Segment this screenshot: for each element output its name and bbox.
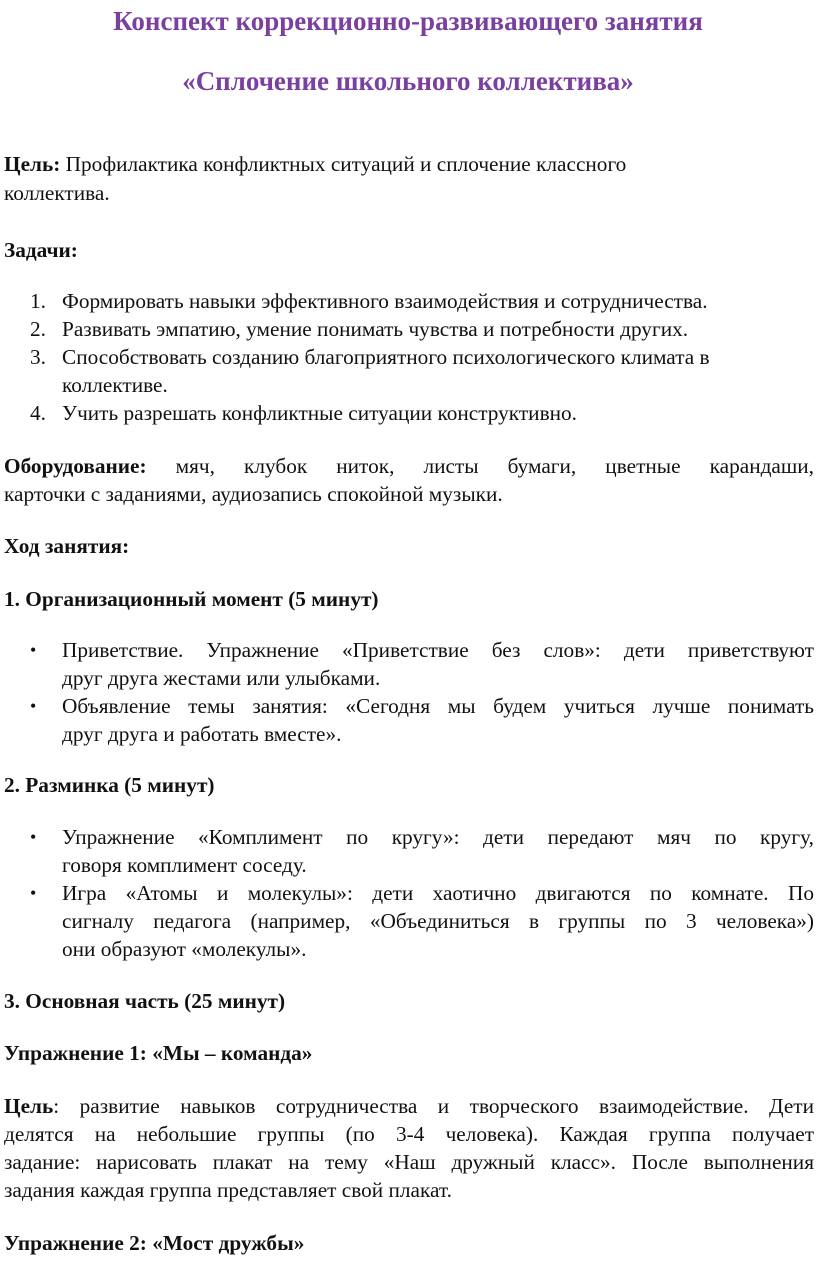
exercise-1-goal-label: Цель (4, 1094, 54, 1118)
goal-label: Цель: (4, 152, 61, 176)
section-2-item-continuation: они образуют «молекулы». (62, 937, 307, 961)
task-item-continuation: коллективе. (62, 373, 168, 397)
bullet-icon: • (30, 640, 37, 660)
goal-paragraph-line-1 (4, 150, 814, 179)
task-number: 3. (30, 345, 46, 369)
section-1-item: Приветствие. Упражнение «Приветствие без слов»: дети приветствуют (62, 638, 814, 662)
equipment-label: Оборудование: (4, 454, 147, 478)
task-item: Учить разрешать конфликтные ситуации конструктивно. (62, 401, 578, 425)
equipment-text: мяч, клубок ниток, листы бумаги, цветные карандаши, (175, 454, 814, 478)
exercise-1-heading: Упражнение 1: «Мы – команда» (4, 1041, 313, 1065)
bullet-icon: • (30, 827, 37, 847)
section-2-heading: 2. Разминка (5 минут) (4, 773, 215, 797)
exercise-1-goal-text: : развитие навыков сотрудничества и творческого взаимодействие. Дети (53, 1094, 814, 1118)
document-title-line-1: Конспект коррекционно-развивающего занятия (113, 6, 703, 36)
task-number: 1. (30, 289, 46, 313)
section-2-item: Упражнение «Комплимент по кругу»: дети передают мяч по кругу, (62, 825, 814, 849)
section-2-item-continuation: сигналу педагога (например, «Объединиться в группы по 3 человека») (62, 909, 814, 933)
task-item: Развивать эмпатию, умение понимать чувства и потребности других. (62, 317, 689, 341)
task-number: 2. (30, 317, 46, 341)
section-3-heading: 3. Основная часть (25 минут) (4, 989, 286, 1013)
course-heading: Ход занятия: (4, 534, 130, 558)
section-1-heading: 1. Организационный момент (5 минут) (4, 587, 379, 611)
equipment-paragraph-line-1 (4, 452, 814, 481)
exercise-1-line-4: задания каждая группа представляет свой плакат. (4, 1178, 452, 1202)
section-1-item-continuation: друг друга и работать вместе». (62, 722, 342, 746)
section-1-item-continuation: друг друга жестами или улыбками. (62, 666, 381, 690)
exercise-1-line-2: делятся на небольшие группы (по 3-4 человека). Каждая группа получает (4, 1122, 814, 1146)
section-1-item: Объявление темы занятия: «Сегодня мы будем учиться лучше понимать (62, 694, 814, 718)
goal-text: Профилактика конфликтных ситуаций и сплочение классного (65, 152, 627, 176)
section-2-item: Игра «Атомы и молекулы»: дети хаотично двигаются по комнате. По (62, 881, 814, 905)
task-item: Формировать навыки эффективного взаимодействия и сотрудничества. (62, 289, 708, 313)
bullet-icon: • (30, 696, 37, 716)
exercise-1-line-3: задание: нарисовать плакат на тему «Наш дружный класс». После выполнения (4, 1150, 814, 1174)
exercise-2-heading: Упражнение 2: «Мост дружбы» (4, 1231, 305, 1255)
document-title-line-2: «Сплочение школьного коллектива» (182, 66, 634, 96)
task-number: 4. (30, 401, 46, 425)
exercise-1-line-1 (4, 1092, 814, 1121)
equipment-paragraph-line-2: карточки с заданиями, аудиозапись спокойной музыки. (4, 482, 503, 506)
tasks-heading: Задачи: (4, 238, 78, 262)
task-item: Способствовать созданию благоприятного психологического климата в (62, 345, 710, 369)
section-2-item-continuation: говоря комплимент соседу. (62, 853, 307, 877)
goal-paragraph-line-2: коллектива. (4, 181, 110, 205)
bullet-icon: • (30, 883, 37, 903)
